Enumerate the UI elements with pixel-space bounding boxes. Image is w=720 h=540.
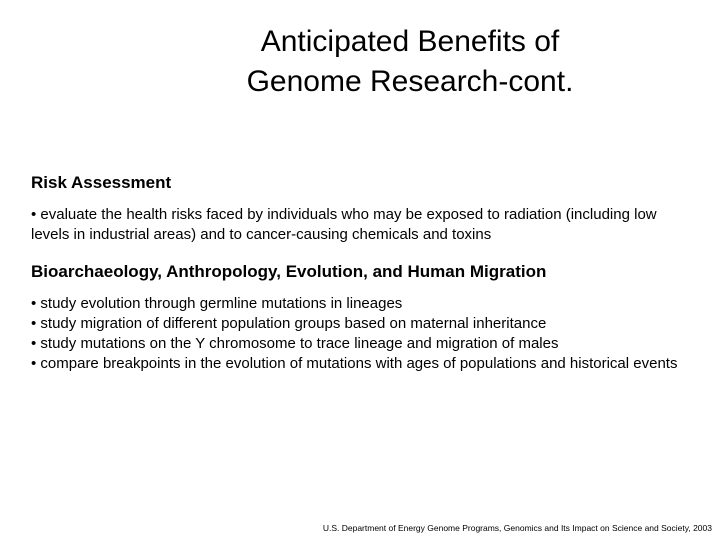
slide-title-line-2: Genome Research-cont. — [246, 65, 574, 98]
footer-citation: U.S. Department of Energy Genome Programs, Genomics and Its Impact on Science and Society, 2003 — [322, 523, 712, 533]
bullet-item: • compare breakpoints in the evolution of mutations with ages of populations and historical events — [31, 355, 678, 372]
section-heading: Risk Assessment — [31, 173, 172, 192]
slide-title — [150, 22, 670, 102]
section-bioarchaeology — [31, 261, 691, 374]
bullet-list — [31, 205, 691, 245]
bullet-item: • study mutations on the Y chromosome to trace lineage and migration of males — [31, 335, 559, 352]
bullet-item: • study migration of different population groups based on maternal inheritance — [31, 315, 547, 332]
bullet-item: • evaluate the health risks faced by individuals who may be exposed to radiation (including low levels in industrial areas) and to cancer-causing chemicals and toxins — [31, 206, 657, 243]
section-heading: Bioarchaeology, Anthropology, Evolution, and Human Migration — [31, 262, 547, 281]
bullet-item: • study evolution through germline mutations in lineages — [31, 295, 403, 312]
section-risk-assessment — [31, 172, 691, 245]
slide-title-line-1: Anticipated Benefits of — [260, 25, 560, 58]
bullet-list — [31, 294, 691, 374]
